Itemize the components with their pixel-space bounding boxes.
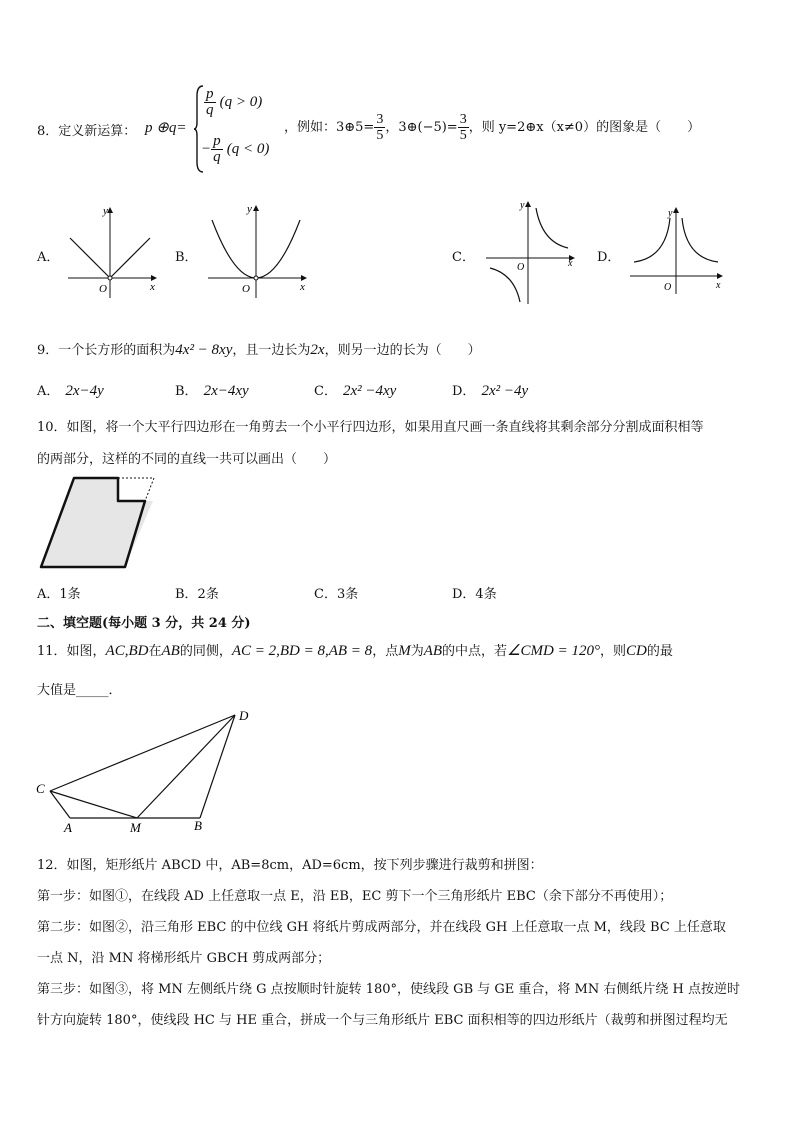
q9-stem: 9．一个长方形的面积为4x² − 8xy，且一边长为2x，则另一边的长为（ ） <box>37 342 481 358</box>
svg-text:x: x <box>568 258 573 269</box>
svg-text:x: x <box>716 280 721 291</box>
q12-line-2: 第一步：如图①，在线段 AD 上任意取一点 E，沿 EB，EC 剪下一个三角形纸片 EBC（余下部分不再使用）； <box>37 889 673 904</box>
q8-case2: − $\frac{p}{q}$ (q < 0) <box>201 133 270 165</box>
q9-option-b: B． 2x−4xy <box>175 383 249 399</box>
q12-line-6: 针方向旋转 180°，使线段 HC 与 HE 重合，拼成一个与三角形纸片 EBC 面积相等的四边形纸片（裁剪和拼图过程均无 <box>37 1013 728 1028</box>
q8-stem-start: 8．定义新运算： <box>37 124 137 139</box>
q8-graph-c <box>484 196 579 306</box>
svg-text:A: A <box>64 820 72 835</box>
q10-figure <box>38 474 160 570</box>
q10-option-c: C．3条 <box>314 587 359 602</box>
svg-text:y: y <box>103 205 108 217</box>
q10-option-a: A．1条 <box>37 587 81 602</box>
svg-text:y: y <box>520 200 525 211</box>
q12-line-1: 12．如图，矩形纸片 ABCD 中，AB=8cm，AD=6cm，按下列步骤进行裁剪和拼图： <box>37 858 543 873</box>
svg-text:y: y <box>668 208 673 219</box>
q12-line-4: 一点 N，沿 MN 将梯形纸片 GBCH 剪成两部分； <box>37 951 331 966</box>
q8-option-b-label: B． <box>175 250 198 265</box>
q8-graph-a <box>64 200 164 300</box>
q8-examples: ，例如：3⊕5= $\frac{3}{5}$ ，3⊕(−5)= $\frac{3}{5}$ ，则 y=2⊕x（x≠0）的图象是（ ） <box>284 112 701 143</box>
svg-text:O: O <box>517 262 525 273</box>
svg-text:O: O <box>99 283 107 295</box>
q8-operator: p ⊕q= <box>145 120 187 136</box>
q8-case1: $\frac{p}{q}$ (q > 0) <box>206 86 263 118</box>
q12-line-3: 第二步：如图②，沿三角形 EBC 的中位线 GH 将纸片剪成两部分，并在线段 GH 上任意取一点 M，线段 BC 上任意取 <box>37 920 726 935</box>
svg-text:D: D <box>239 708 249 723</box>
section-2-title: 二、填空题(每小题 3 分，共 24 分) <box>37 616 251 631</box>
q10-line-1: 10．如图，将一个大平行四边形在一角剪去一个小平行四边形，如果用直尺画一条直线将其剩余部分分割成面积相等 <box>37 420 704 435</box>
svg-text:O: O <box>664 282 672 293</box>
q10-option-d: D．4条 <box>452 587 497 602</box>
q12-line-5: 第三步：如图③，将 MN 左侧纸片绕 G 点按顺时针旋转 180°，使线段 GB 与 GE 重合，将 MN 右侧纸片绕 H 点按逆时 <box>37 982 740 997</box>
q8-option-c-label: C． <box>452 250 475 265</box>
q10-line-2: 的两部分，这样的不同的直线一共可以画出（ ） <box>37 452 337 467</box>
svg-text:x: x <box>300 281 305 293</box>
q9-option-d: D． 2x² −4y <box>452 383 529 399</box>
svg-text:O: O <box>242 283 250 295</box>
svg-text:x: x <box>150 281 155 293</box>
q9-option-c: C． 2x² −4xy <box>314 383 397 399</box>
q8-graph-d <box>628 204 728 296</box>
svg-text:C: C <box>36 781 45 796</box>
q8-option-d-label: D． <box>597 250 621 265</box>
svg-text:B: B <box>194 818 202 833</box>
q8-graph-b <box>204 200 314 300</box>
q9-option-a: A． 2x−4y <box>37 383 104 399</box>
q10-option-b: B．2条 <box>175 587 219 602</box>
q11-stem: 11．如图，AC,BD在AB的同侧，AC = 2,BD = 8,AB = 8，点M为AB的中点，若∠CMD = 120°，则CD的最 <box>37 643 673 659</box>
svg-text:y: y <box>247 203 252 215</box>
q11-line-2: 大值是_____． <box>37 683 122 698</box>
svg-text:M: M <box>130 820 141 835</box>
q11-figure <box>30 705 260 835</box>
q8-option-a-label: A． <box>37 250 60 265</box>
